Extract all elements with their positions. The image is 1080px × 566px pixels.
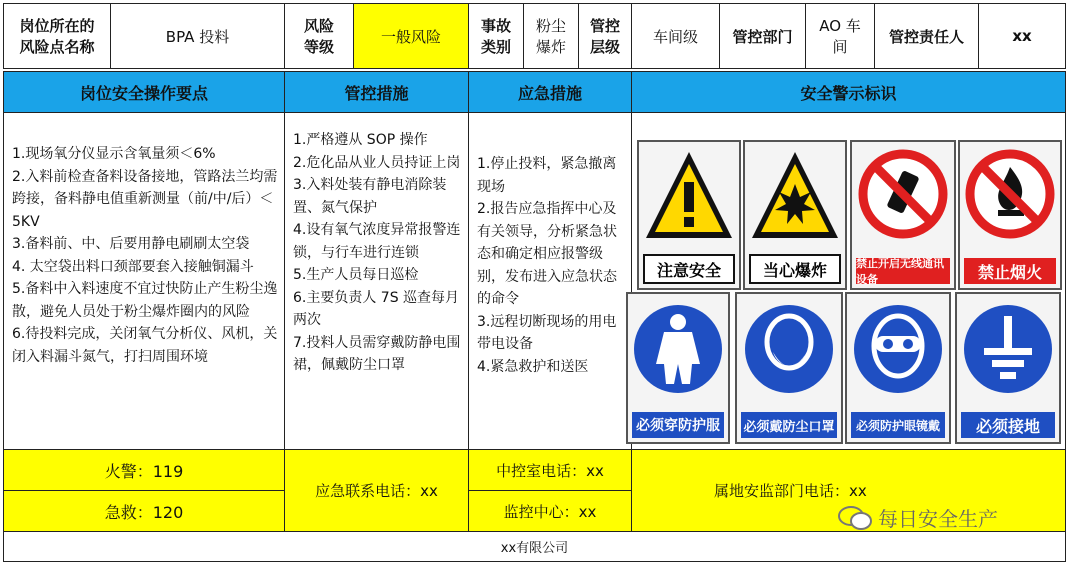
dust-mask-icon [737,294,841,406]
section-operation: 岗位安全操作要点 [3,71,285,113]
caution-triangle-icon [639,142,739,252]
sign-label: 当心爆炸 [749,254,841,284]
sign-protective-suit [626,292,730,444]
accident-type-label: 事故 类别 [468,3,524,69]
ambulance-phone: 急救：120 [3,490,285,532]
list-item: 2.危化品从业人员持证上岗 [293,154,461,171]
emergency-measures-list [468,112,632,450]
sign-no-phone [850,140,956,290]
sign-label: 必须接地 [961,412,1055,438]
emergency-contact-phone: 应急联系电话：xx [284,449,469,532]
control-level-label: 管控 层级 [578,3,632,69]
watermark [838,503,998,532]
list-item: 4.紧急救护和送医 [477,358,589,375]
list-item: 3.备料前、中、后要用静电刷刷太空袋 [12,236,250,252]
fire-phone: 火警：119 [3,449,285,491]
section-emergency: 应急措施 [468,71,632,113]
section-control: 管控措施 [284,71,469,113]
sign-no-fire [958,140,1062,290]
sign-explosion [743,140,847,290]
sign-label: 注意安全 [643,254,735,284]
sign-caution [637,140,741,290]
list-item: 5.备料中入料速度不宜过快防止产生粉尘逸散，避免人员处于粉尘爆炸圈内的风险 [12,281,278,320]
section-signs: 安全警示标识 [631,71,1066,113]
sign-label: 必须戴防尘口罩 [741,412,837,438]
monitor-center-phone: 监控中心：xx [468,490,632,532]
chat-bubble-icon [838,505,872,531]
list-item: 1.停止投料，紧急撤离现场 [477,156,617,195]
company-footer: xx有限公司 [3,531,1066,562]
no-fire-icon [960,142,1060,252]
no-phone-icon [852,142,954,252]
explosion-warning-icon [745,142,845,252]
list-item: 4.设有氧气浓度异常报警连锁，与行车进行连锁 [293,222,461,261]
risk-level-value: 一般风险 [353,3,469,69]
operation-points-list [3,112,285,450]
post-risk-label: 岗位所在的 风险点名称 [3,3,111,69]
control-measures-list [284,112,469,450]
list-item: 1.严格遵从 SOP 操作 [293,132,428,148]
sign-goggles [845,292,951,444]
list-item: 4. 太空袋出料口颈部要套入接触铜漏斗 [12,258,254,275]
sign-grounding [955,292,1061,444]
list-item: 6.主要负责人 7S 巡查每月两次 [293,289,460,328]
list-item: 2.入料前检查备料设备接地，管路法兰均需跨接，备料静电值重新测量（前/中/后）＜5KV [12,168,278,230]
list-item: 3.远程切断现场的用电带电设备 [477,313,617,352]
risk-level-label: 风险 等级 [284,3,354,69]
list-item: 5.生产人员每日巡检 [293,267,419,283]
sign-dust-mask [735,292,843,444]
local-safety-dept-phone: 属地安监部门电话：xx [631,449,1066,532]
accident-type-value: 粉尘 爆炸 [523,3,579,69]
control-person-value: xx [978,3,1066,69]
post-risk-value: BPA 投料 [110,3,285,69]
sign-label: 必须防护眼镜戴 [851,412,945,438]
control-dept-label: 管控部门 [719,3,806,69]
sign-label: 禁止烟火 [964,258,1056,284]
control-person-label: 管控责任人 [874,3,979,69]
grounding-icon [957,294,1059,406]
protective-suit-icon [628,294,728,406]
list-item: 3.入料处装有静电消除装置、氮气保护 [293,177,447,216]
watermark-text: 每日安全生产 [878,507,998,531]
goggles-icon [847,294,949,406]
sign-label: 禁止开启无线通讯设备 [856,258,950,284]
sign-label: 必须穿防护服 [632,412,724,438]
list-item: 7.投料人员需穿戴防静电围裙，佩戴防尘口罩 [293,334,461,373]
list-item: 2.报告应急指挥中心及有关领导，分析紧急状态和确定相应报警级别，发布进入应急状态的命令 [477,201,617,307]
control-room-phone: 中控室电话：xx [468,449,632,491]
list-item: 6.待投料完成，关闭氧气分析仪、风机，关闭入料漏斗氮气，打扫周围环境 [12,326,278,365]
control-level-value: 车间级 [631,3,720,69]
list-item: 1.现场氧分仪显示含氧量须＜6% [12,146,216,162]
control-dept-value: AO 车 间 [805,3,875,69]
